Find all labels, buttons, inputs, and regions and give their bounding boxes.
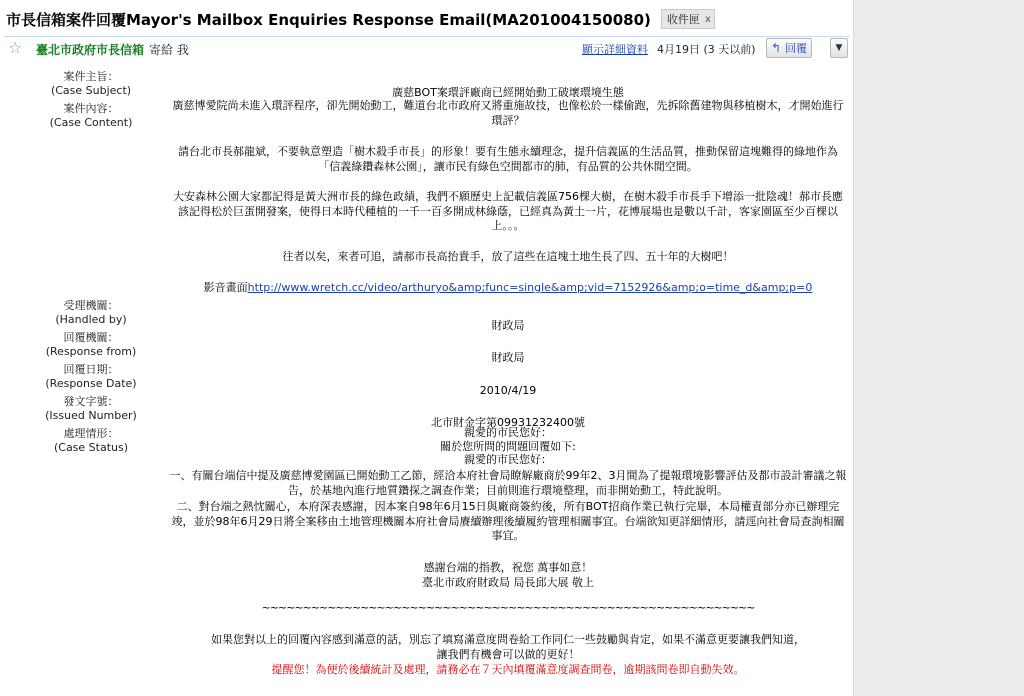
label-case-status-en: (Case Status) xyxy=(53,441,129,454)
survey-line-2: 讓我們有機會可以做的更好！ xyxy=(436,648,580,661)
video-line xyxy=(168,281,848,296)
right-gutter xyxy=(853,0,1024,696)
star-icon[interactable]: ☆ xyxy=(8,38,23,57)
response-date-value: 2010/4/19 xyxy=(479,384,537,397)
label-response-date-en: (Response Date) xyxy=(45,377,137,390)
dropdown-arrow-icon: ▼ xyxy=(835,43,843,53)
label-case-status: 處理情形： xyxy=(63,427,119,440)
handled-by-value: 財政局 xyxy=(491,319,525,332)
reminder-line: 提醒您！為便於後續統計及處理，請務必在７天內填覆滿意度調查問卷，逾期該問卷即自動失效。 xyxy=(271,663,745,676)
video-label: 影音畫面 xyxy=(203,281,248,294)
case-content-para3: 大安森林公園大家都記得是黃大洲市長的綠色政績，我們不願歷史上記載信義區756棵大樹，在樹木殺手市長手下增添一批陰魂！郝市長應該記得松於巨蛋開發案，使得日本時代種植的一千一百多開成林綠蔭，已經真為黃土一片，花博展場也是數以千計，客家園區至少百棵以上。。。 xyxy=(173,190,843,232)
signature-line: 臺北市政府財政局 局長邱大展 敬上 xyxy=(422,576,594,589)
label-case-content-en: (Case Content) xyxy=(49,116,133,129)
label-issued-number: 發文字號： xyxy=(63,395,119,408)
label-handled-by-en: (Handled by) xyxy=(55,313,127,326)
status-greeting-2: 親愛的市民您好： xyxy=(464,453,552,466)
label-case-subject-en: (Case Subject) xyxy=(50,84,132,97)
more-actions-button[interactable] xyxy=(830,38,848,58)
status-item-2: 二、對台端之熱忱關心，本府深表感謝，因本案自98年6月15日與廠商簽約後，所有BOT招商作業已執行完畢，本局權責部分亦已辦理完竣，並於98年6月29日將全案移由土地管理機關本府社會局賡續辦理後續履約管理相關事宜。台端欲知更詳細情形，請逕向社會局查詢相關事宜。 xyxy=(171,500,845,542)
case-content-para2: 請台北市長郝龍斌，不要執意塑造「樹木殺手市長」的形象！要有生態永續理念，提升信義區的生活品質，推動保留這塊難得的綠地作為「信義綠鑽森林公園」，讓市民有綠色空間都市的肺，有品質的公共休閒空間。 xyxy=(178,145,838,173)
divider-line: ~~~~~~~~~~~~~~~~~~~~~~~~~~~~~~~~~~~~~~~~~~~~~~~~~~~~~~~~~~~~ xyxy=(261,601,755,614)
reply-arrow-icon: ↰ xyxy=(771,41,782,55)
show-details-link[interactable]: 顯示詳細資料 xyxy=(582,43,648,56)
label-response-date: 回覆日期： xyxy=(63,363,119,376)
case-content-para4: 往者以矣，來者可追，請郝市長高抬貴手，放了這些在這塊土地生長了四、五十年的大樹吧！ xyxy=(282,250,734,263)
label-handled-by: 受理機關： xyxy=(63,299,119,312)
status-greeting: 親愛的市民您好： xyxy=(464,426,552,439)
issued-number-value: 北市財金字第09931232400號 xyxy=(431,416,585,429)
email-subject: 市長信箱案件回覆Mayor's Mailbox Enquiries Response Email(MA201004150080) xyxy=(6,10,651,29)
response-from-value: 財政局 xyxy=(491,351,525,364)
label-case-content: 案件內容： xyxy=(63,102,119,115)
message-date: 4月19日 (3 天以前) xyxy=(657,43,756,56)
label-response-from-en: (Response from) xyxy=(45,345,137,358)
label-case-subject: 案件主旨： xyxy=(63,70,119,83)
case-content-para1: 廣慈博愛院尚未進入環評程序，卻先開始動工，難道台北市政府又將重施故技，也像松於一樣偷跑，先拆除舊建物與移植樹木，才開始進行環評？ xyxy=(172,99,844,127)
case-subject-text: 廣慈BOT案環評廠商已經開始動工破壞環境生態 xyxy=(392,86,624,99)
video-link[interactable]: http://www.wretch.cc/video/arthuryo&amp;func=single&amp;vid=7152926&amp;o=time_d&amp;p=0 xyxy=(247,281,813,294)
label-response-from: 回覆機關： xyxy=(63,331,119,344)
status-item-1: 一、有關台端信中提及廣慈博愛園區已開始動工乙節，經洽本府社會局瞭解廠商於99年2、3月間為了提報環境影響評估及都市設計審議之報告，於基地內進行地質鑽探之調查作業；目前則進行環境整理，而非開始動工，特此說明。 xyxy=(169,469,847,497)
reply-button[interactable]: ↰ 回覆 xyxy=(766,38,812,58)
sender-name[interactable]: 臺北市政府市長信箱 寄給 我 xyxy=(36,43,189,57)
status-intro: 關於您所問的問題回覆如下: xyxy=(440,440,576,453)
recipient-text: 寄給 我 xyxy=(149,43,189,57)
remove-label-button[interactable]: x xyxy=(704,13,711,25)
thanks-line: 感謝台端的指教，祝您 萬事如意！ xyxy=(423,561,593,574)
email-title-row xyxy=(6,7,715,31)
inbox-label-text: 收件匣 xyxy=(666,13,700,26)
message-header xyxy=(4,36,850,61)
label-issued-number-en: (Issued Number) xyxy=(45,409,137,422)
survey-line-1: 如果您對以上的回覆內容感到滿意的話，別忘了填寫滿意度問卷給工作同仁一些鼓勵與肯定，如果不滿意更要讓我們知道， xyxy=(211,633,805,646)
inbox-label[interactable] xyxy=(661,9,715,29)
